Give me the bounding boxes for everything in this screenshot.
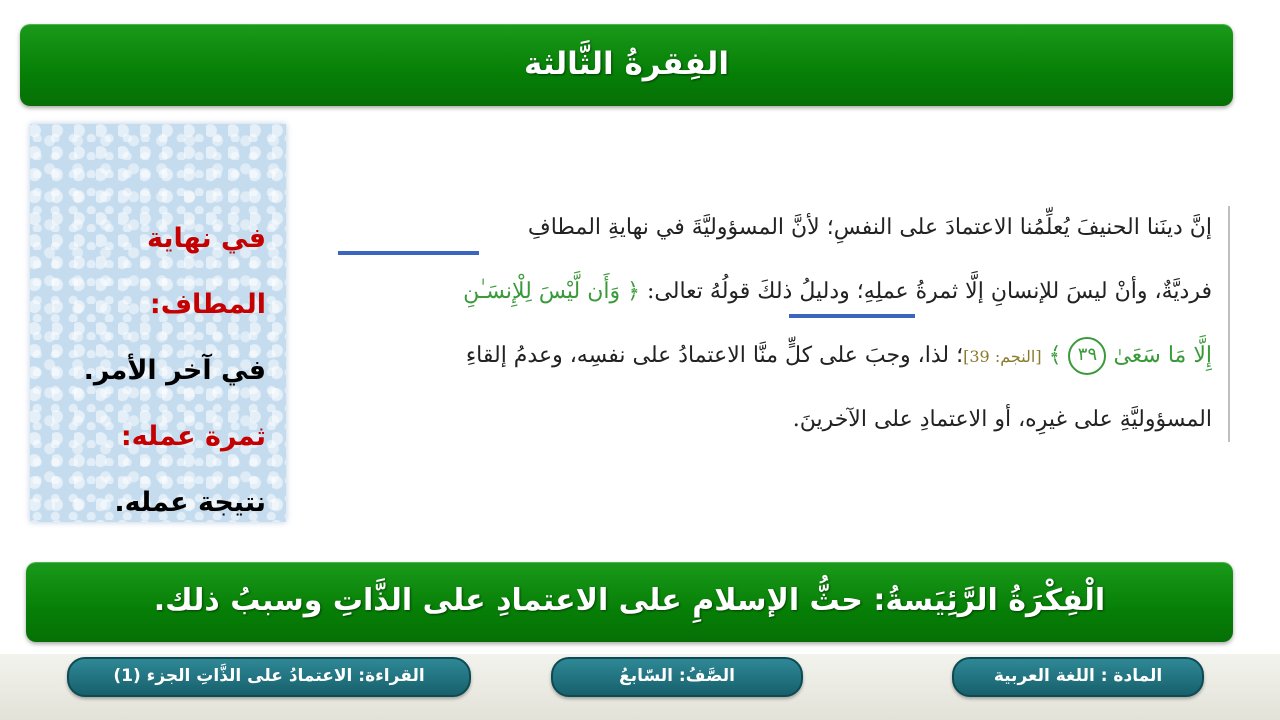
highlighted-term-1: نهايةِ المطافِ — [527, 215, 649, 240]
glossary-entry-2-term: ثمرة عمله: — [120, 421, 266, 452]
glossary-content — [44, 206, 266, 536]
quran-verse-part-1: وَأَن لَّيْسَ لِلْإِنسَـٰنِ — [463, 279, 621, 304]
term-underline-1 — [338, 251, 479, 255]
grade-pill: الصَّفُ: السّابعُ — [551, 657, 803, 697]
verse-open-bracket: ﴿ — [627, 279, 641, 304]
term-underline-2 — [789, 314, 915, 318]
lesson-pill: القراءة: الاعتمادُ على الذَّاتِ الجزء (1) — [67, 657, 471, 697]
subject-pill: المادة : اللغة العربية — [952, 657, 1204, 697]
surah-reference: [النجم: 39] — [963, 347, 1042, 366]
highlighted-term-2: ثمرةُ عملِهِ — [863, 279, 959, 304]
section-title: الفِقرةُ الثَّالثة — [20, 24, 1233, 106]
glossary-entry-1-term: في نهاية المطاف: — [146, 223, 266, 320]
glossary-entry-2-definition: نتيجة عمله. — [114, 487, 266, 518]
glossary-entry-2 — [44, 404, 266, 536]
glossary-panel — [30, 124, 286, 522]
verse-close-bracket: ﴾ — [1048, 343, 1062, 368]
passage-line-3: إِلَّا مَا سَعَىٰ ٣٩ ﴾ [النجم: 39]؛ لذا، وجبَ على كلٍّ منَّا الاعتمادُ على نفسِه، وعدمُ إلقاءِ — [330, 324, 1212, 388]
reading-passage — [330, 196, 1212, 452]
quran-verse-part-2: إِلَّا مَا سَعَىٰ — [1113, 343, 1212, 368]
passage-line-4: المسؤوليَّةِ على غيرِه، أو الاعتمادِ على الآخرينَ. — [792, 407, 1212, 432]
glossary-entry-1-definition: في آخر الأمر. — [83, 355, 266, 386]
passage-line-1: إنَّ دينَنا الحنيفَ يُعلِّمُنا الاعتمادَ على النفسِ؛ لأنَّ المسؤوليَّةَ في نهايةِ المطافِ — [527, 215, 1212, 240]
passage-line-2: فرديَّةٌ، وأنْ ليسَ للإنسانِ إلَّا ثمرةُ عملِهِ؛ ودليلُ ذلكَ قولُهُ تعالى: ﴿ وَأَن لَّيْسَ لِلْإِنسَـٰنِ — [463, 279, 1212, 304]
main-idea-banner: الْفِكْرَةُ الرَّئِيَسةُ: حثُّ الإسلامِ على الاعتمادِ على الذَّاتِ وسببُ ذلك. — [26, 562, 1233, 642]
ayah-number-badge: ٣٩ — [1068, 337, 1106, 375]
passage-divider — [1228, 206, 1230, 442]
